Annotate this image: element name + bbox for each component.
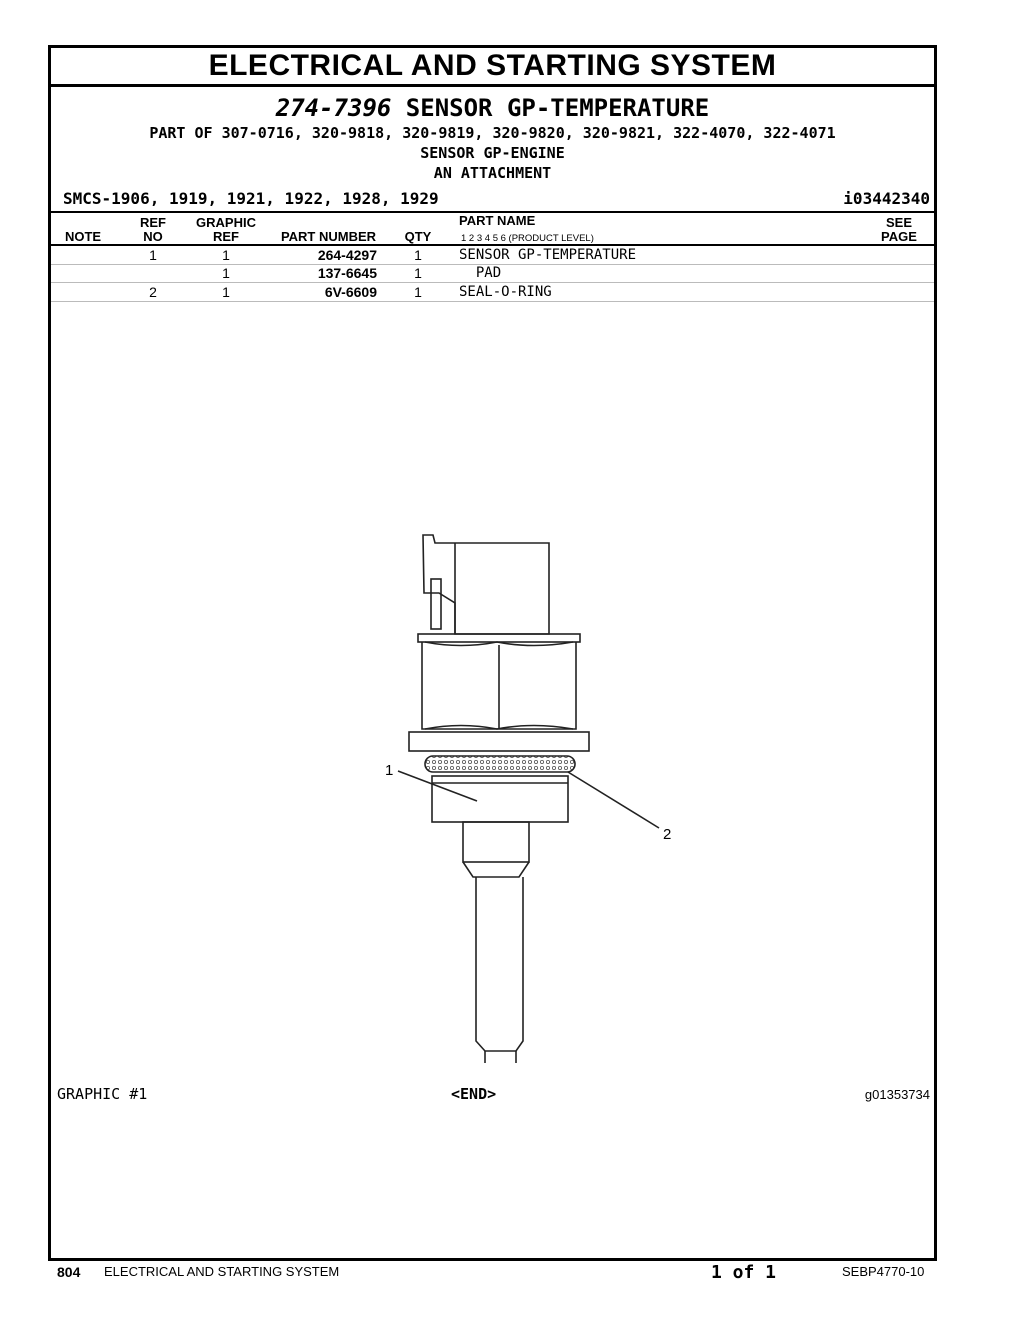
callout-2: 2 [663,826,672,843]
qty: 1 [414,265,422,281]
end-label: <END> [451,1085,497,1103]
col-graphic-ref: GRAPHIC REF [196,215,256,244]
parent-line: SENSOR GP-ENGINE [420,144,565,162]
graphic-ref: 1 [222,247,230,263]
table-row [51,283,934,302]
document-ident: i03442340 [843,189,930,208]
col-qty: QTY [404,229,432,244]
part-number: 6V-6609 [324,284,377,300]
attachment-line: AN ATTACHMENT [433,164,552,182]
smcs-codes: SMCS-1906, 1919, 1921, 1922, 1928, 1929 [63,189,439,208]
graphic-id: g01353734 [864,1087,930,1102]
col-part-name: PART NAME [459,213,536,228]
part-name: SEAL-O-RING [459,284,552,300]
graphic-ref: 1 [222,265,230,281]
col-see-page: SEE PAGE [881,215,917,244]
callout-1: 1 [385,762,394,779]
part-number: 137-6645 [317,265,377,281]
col-note: NOTE [64,229,102,244]
sheet-count: 1 of 1 [711,1262,777,1283]
sensor-illustration [311,483,691,1063]
part-of-line: PART OF 307-0716, 320-9818, 320-9819, 320-9820, 320-9821, 322-4070, 322-4071 [149,124,836,142]
product-levels: 1 2 3 4 5 6 (PRODUCT LEVEL) [461,233,594,244]
part-name: SENSOR GP-TEMPERATURE [459,247,637,263]
table-row [51,244,934,265]
qty: 1 [414,247,422,263]
part-number: 264-4297 [317,247,377,263]
footer-section: ELECTRICAL AND STARTING SYSTEM [104,1264,340,1279]
page-number: 804 [57,1264,81,1280]
part-name: PAD [459,265,502,281]
col-part-number: PART NUMBER [280,229,377,244]
part-title [51,94,934,122]
col-ref-no: REF NO [140,215,166,244]
graphic-label: GRAPHIC #1 [57,1085,148,1103]
section-title: ELECTRICAL AND STARTING SYSTEM [51,48,934,87]
part-name-title: SENSOR GP-TEMPERATURE [405,94,710,122]
table-row [51,264,934,283]
page-frame [48,45,937,1261]
part-number-title: 274-7396 [275,94,392,122]
doc-number: SEBP4770-10 [842,1264,925,1279]
qty: 1 [414,284,422,300]
ref-no: 1 [149,247,157,263]
graphic-ref: 1 [222,284,230,300]
ref-no: 2 [149,284,157,300]
